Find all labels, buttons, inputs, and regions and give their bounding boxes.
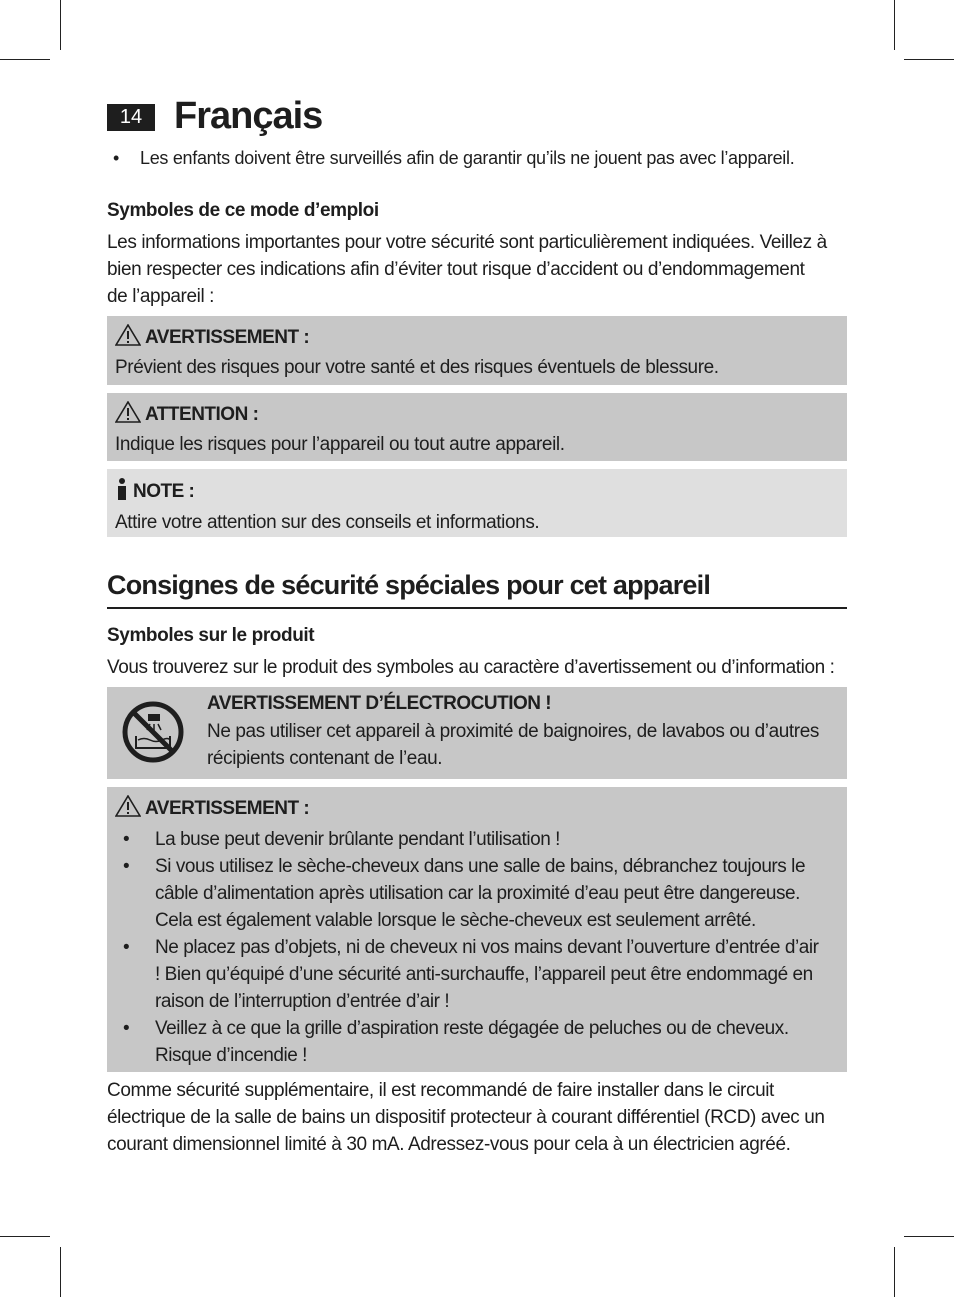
text-line: • Ne placez pas d’objets, ni de cheveux ni vos mains devant l’ouverture d’entrée d’air — [155, 937, 819, 958]
text-line: • La buse peut devenir brûlante pendant l’utilisation ! — [155, 829, 561, 850]
notice-title: ATTENTION : — [145, 404, 259, 425]
notice-title-row — [115, 324, 839, 352]
text-line: ! Bien qu’équipé d’une sécurité anti-surchauffe, l’appareil peut être endommagé en — [155, 964, 813, 985]
crop-mark — [0, 1236, 50, 1237]
notice-title-row — [115, 477, 839, 507]
crop-mark — [894, 1247, 895, 1297]
page-title: Français — [174, 95, 323, 137]
notice-title: NOTE : — [133, 481, 195, 502]
text-line: • Veillez à ce que la grille d’aspiration reste dégagée de peluches ou de cheveux. — [155, 1018, 789, 1039]
electrocution-title: AVERTISSEMENT D’ÉLECTROCUTION ! — [207, 693, 552, 714]
text-line: Risque d’incendie ! — [155, 1045, 307, 1066]
warning-triangle-icon — [115, 324, 141, 352]
text-line: Ne pas utiliser cet appareil à proximité de baignoires, de lavabos ou d’autres — [207, 721, 819, 742]
notice-text: Indique les risques pour l’appareil ou tout autre appareil. — [115, 434, 565, 455]
crop-mark — [60, 1247, 61, 1297]
symbols-manual-heading: Symboles de ce mode d’emploi — [107, 200, 379, 221]
crop-mark — [894, 0, 895, 50]
crop-mark — [904, 1236, 954, 1237]
crop-mark — [0, 59, 50, 60]
list-item — [115, 826, 839, 853]
no-water-prohibition-icon — [120, 700, 186, 769]
warning-triangle-icon — [115, 401, 141, 429]
notice-warning-box — [107, 316, 847, 385]
text-line: bien respecter ces indications afin d’éviter tout risque d’accident ou d’endommagement — [107, 259, 805, 280]
list-item — [115, 934, 839, 1015]
electrocution-content — [207, 693, 837, 772]
text-line: raison de l’interruption d’entrée d’air ! — [155, 991, 450, 1012]
text-line: Les informations importantes pour votre sécurité sont particulièrement indiquées. Veillez à — [107, 232, 827, 253]
product-symbols-text: Vous trouverez sur le produit des symboles au caractère d’avertissement ou d’information : — [107, 657, 835, 678]
text-line: Cela est également valable lorsque le sèche-cheveux est seulement arrêté. — [155, 910, 756, 931]
text-line: récipients contenant de l’eau. — [207, 748, 443, 769]
notice-title: AVERTISSEMENT : — [145, 798, 310, 819]
text-line: électrique de la salle de bains un dispositif protecteur à courant différentiel (RCD) avec un — [107, 1107, 825, 1128]
notice-text: Prévient des risques pour votre santé et des risques éventuels de blessure. — [115, 357, 719, 378]
notice-attention-box — [107, 393, 847, 461]
section-title: Consignes de sécurité spéciales pour cet appareil — [107, 570, 847, 609]
list-item — [115, 1015, 839, 1069]
notice-title-row — [115, 401, 839, 429]
warning-triangle-icon — [115, 795, 141, 823]
text-line: Comme sécurité supplémentaire, il est recommandé de faire installer dans le circuit — [107, 1080, 774, 1101]
text-line: • Si vous utilisez le sèche-cheveux dans une salle de bains, débranchez toujours le — [155, 856, 806, 877]
device-warning-box — [107, 787, 847, 1072]
intro-bullet-text: Les enfants doivent être surveillés afin de garantir qu’ils ne jouent pas avec l’appareil. — [140, 148, 795, 168]
crop-mark — [60, 0, 61, 50]
info-icon — [115, 477, 129, 507]
notice-text: Attire votre attention sur des conseils et informations. — [115, 512, 540, 533]
text-line: de l’appareil : — [107, 286, 215, 307]
product-symbols-heading: Symboles sur le produit — [107, 625, 315, 646]
crop-mark — [904, 59, 954, 60]
notice-title-row — [115, 795, 839, 823]
page-number: 14 — [107, 104, 155, 131]
text-line: courant dimensionnel limité à 30 mA. Adressez-vous pour cela à un électricien agréé. — [107, 1134, 791, 1155]
electrocution-warning-box — [107, 687, 847, 779]
intro-bullet — [113, 145, 853, 172]
symbols-manual-text — [107, 229, 852, 310]
bullet-dot: • — [113, 148, 120, 168]
list-item — [115, 853, 839, 934]
warning-list — [115, 826, 839, 1069]
text-line: câble d’alimentation après utilisation car la proximité d’eau peut être dangereuse. — [155, 883, 800, 904]
notice-title: AVERTISSEMENT : — [145, 327, 310, 348]
notice-note-box — [107, 469, 847, 537]
closing-paragraph — [107, 1077, 857, 1158]
